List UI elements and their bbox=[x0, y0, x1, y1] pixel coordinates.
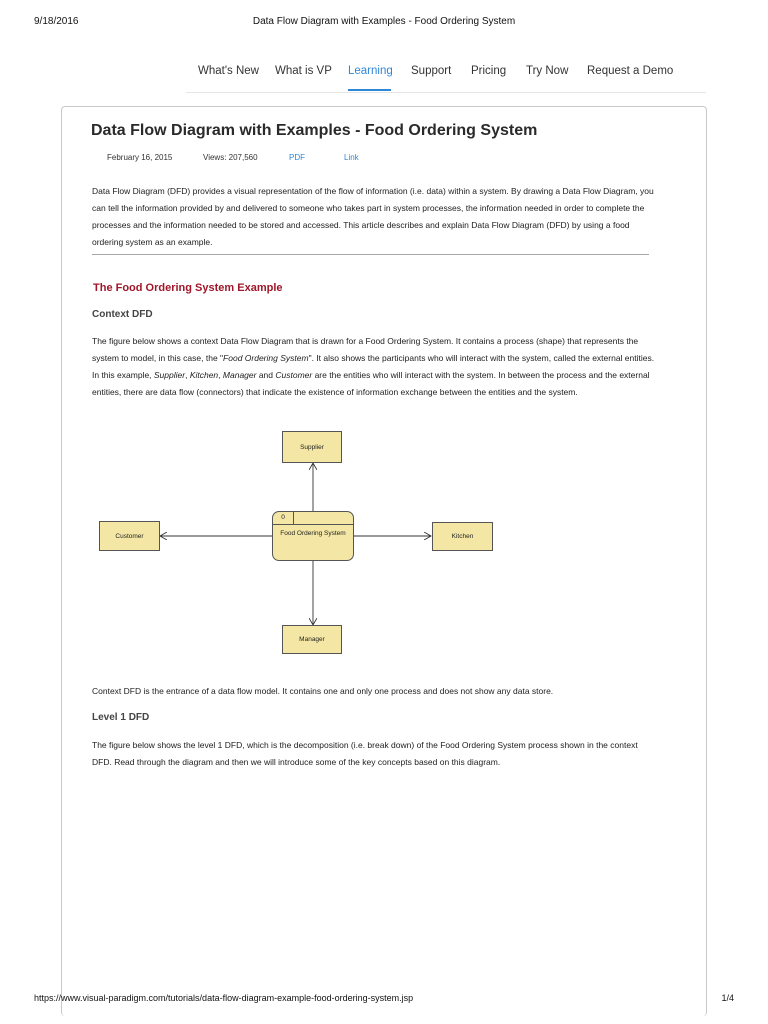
divider bbox=[92, 254, 649, 255]
nav-active-indicator bbox=[348, 89, 391, 91]
process-id-row bbox=[273, 512, 353, 525]
nav-try-now[interactable]: Try Now bbox=[526, 65, 569, 77]
nav-request-demo[interactable]: Request a Demo bbox=[587, 65, 674, 77]
intro-paragraph: Data Flow Diagram (DFD) provides a visual representation of the flow of information (i.e. data) within a system. By drawing a Data Flow Diagram, you can tell the information provided by and delivered to someone who takes part in system processes, the information needed in order to complete the processes and the information needed to be stored and accessed. This article describes and explain Data Flow Diagram (DFD) by using a food ordering system as an example. bbox=[92, 186, 654, 247]
article-title: Data Flow Diagram with Examples - Food Ordering System bbox=[91, 122, 538, 139]
process-name: Food Ordering System bbox=[280, 530, 346, 537]
context-text-2: ". It also shows the participants who will interact with the system, called the external entities. In this example, bbox=[92, 353, 655, 380]
entity-supplier-text: Supplier bbox=[153, 370, 186, 380]
comma-1: , bbox=[185, 370, 190, 380]
entity-kitchen: Kitchen bbox=[432, 522, 493, 551]
level1-paragraph: The figure below shows the level 1 DFD, which is the decomposition (i.e. break down) of the Food Ordering System process shown in the context DFD. Read through the diagram and then we will introduce some of the key concepts based on this diagram. bbox=[92, 740, 638, 767]
permalink[interactable]: Link bbox=[344, 153, 359, 162]
entity-manager-text: Manager bbox=[222, 370, 257, 380]
entity-supplier: Supplier bbox=[282, 431, 342, 463]
context-paragraph bbox=[92, 333, 658, 401]
print-url: https://www.visual-paradigm.com/tutorials/data-flow-diagram-example-food-ordering-system.jsp bbox=[34, 993, 414, 1003]
level1-dfd-heading: Level 1 DFD bbox=[92, 712, 150, 723]
context-process-name: Food Ordering System bbox=[223, 353, 309, 363]
publish-date: February 16, 2015 bbox=[107, 153, 173, 162]
entity-manager: Manager bbox=[282, 625, 342, 654]
pdf-link[interactable]: PDF bbox=[289, 153, 305, 162]
section-heading: The Food Ordering System Example bbox=[93, 282, 283, 294]
print-title: Data Flow Diagram with Examples - Food Ordering System bbox=[252, 16, 516, 27]
nav-what-is-vp[interactable]: What is VP bbox=[275, 65, 332, 77]
view-count: Views: 207,560 bbox=[203, 153, 258, 162]
print-header bbox=[34, 16, 734, 30]
nav-support[interactable]: Support bbox=[411, 65, 452, 77]
print-footer bbox=[34, 993, 734, 1007]
context-dfd-diagram bbox=[92, 425, 512, 665]
nav-learning[interactable]: Learning bbox=[348, 65, 393, 77]
and-word: and bbox=[256, 370, 276, 380]
context-text-1: The figure below shows a context Data Flow Diagram that is drawn for a Food Ordering System. It contains a process (shape) that represents the system to model, in this case, the " bbox=[92, 336, 639, 363]
comma-2: , bbox=[218, 370, 223, 380]
entity-customer: Customer bbox=[99, 521, 160, 551]
process-food-ordering-system bbox=[272, 511, 354, 561]
context-text-3: are the entities who will interact with the system. In between the process and the external entities, there are data flow (connectors) that indicate the existence of information exchange between the entities and the system. bbox=[92, 370, 650, 397]
page-number: 1/4 bbox=[721, 993, 734, 1003]
nav-whats-new[interactable]: What's New bbox=[198, 65, 259, 77]
print-date: 9/18/2016 bbox=[34, 16, 79, 27]
top-navigation bbox=[186, 62, 706, 93]
entity-kitchen-text: Kitchen bbox=[189, 370, 219, 380]
context-dfd-heading: Context DFD bbox=[92, 309, 153, 320]
process-id: 0 bbox=[273, 512, 294, 524]
context-note: Context DFD is the entrance of a data flow model. It contains one and only one process and does not show any data store. bbox=[92, 686, 554, 696]
nav-pricing[interactable]: Pricing bbox=[471, 65, 507, 77]
entity-customer-text: Customer bbox=[275, 370, 313, 380]
